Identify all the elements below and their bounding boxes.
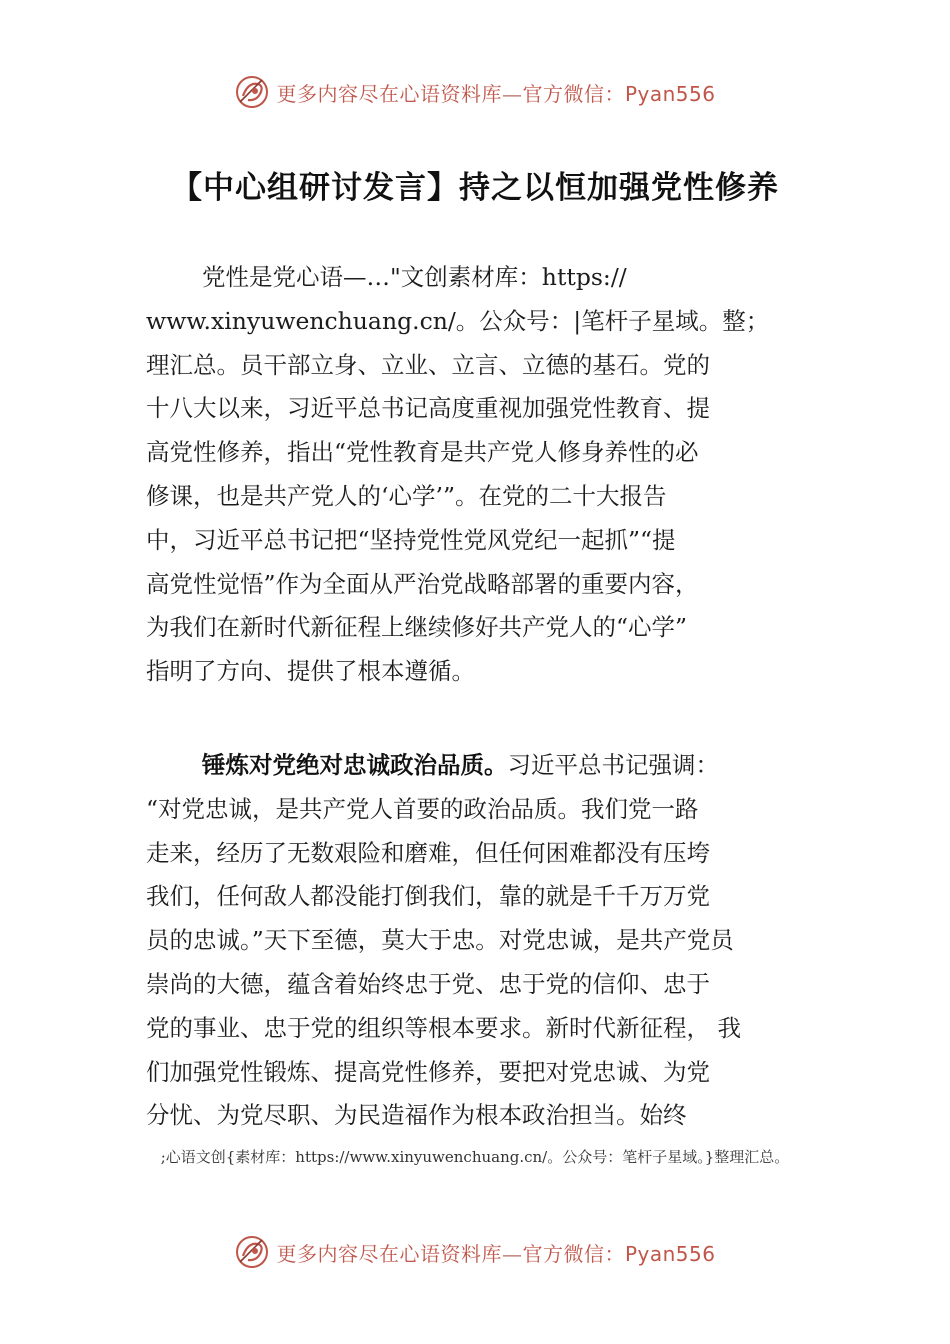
- banner-wechat: 官方微信：Pyan556: [522, 1241, 716, 1266]
- paragraph-line: 崇尚的大德，蕴含着始终忠于党、忠于党的信仰、忠于: [146, 969, 710, 998]
- banner-wechat: 官方微信：Pyan556: [522, 81, 716, 106]
- paragraph-line: 员的忠诚。”天下至德，莫大于忠。对党忠诚，是共产党员: [146, 926, 734, 955]
- banner-main: 更多内容尽在心语资料库: [276, 81, 502, 106]
- paragraph-line: 修课，也是共产党人的‘心学’”。在党的二十大报告: [146, 481, 667, 510]
- paragraph-line: 党的事业、忠于党的组织等根本要求。新时代新征程， 我: [146, 1013, 741, 1042]
- paragraph-1: [146, 256, 806, 694]
- paragraph-line: 指明了方向、提供了根本遵循。: [146, 657, 475, 686]
- paragraph-line: 理汇总。员干部立身、立业、立言、立德的基石。党的: [146, 350, 710, 379]
- banner-separator: —: [501, 1241, 523, 1266]
- header-banner: [0, 72, 950, 112]
- document-title: 【中心组研讨发言】持之以恒加强党性修养: [171, 170, 779, 206]
- banner-text: [276, 78, 715, 107]
- paragraph-line: 分忧、为党尽职、为民造福作为根本政治担当。始终: [146, 1101, 687, 1130]
- brand-logo-icon: [234, 1234, 270, 1270]
- banner-text: [276, 1238, 715, 1267]
- paragraph-line: 们加强党性锻炼、提高党性修养，要把对党忠诚、为党: [146, 1057, 710, 1086]
- paragraph-line: www.xinyuwenchuang.cn/。公众号：|笔杆子星域。整；: [146, 306, 770, 335]
- paragraph-line: “对党忠诚，是共产党人首要的政治品质。我们党一路: [146, 794, 699, 823]
- footer-banner: [0, 1232, 950, 1272]
- paragraph-line: 高党性修养，指出“党性教育是共产党人修身养性的必: [146, 438, 699, 467]
- brand-logo-icon: [234, 74, 270, 110]
- paragraph-line: 走来，经历了无数艰险和磨难，但任何困难都没有压垮: [146, 838, 710, 867]
- banner-main: 更多内容尽在心语资料库: [276, 1241, 502, 1266]
- paragraph-line: 为我们在新时代新征程上继续修好共产党人的“心学”: [146, 613, 688, 642]
- page-footnote: ;心语文创{素材库：https://www.xinyuwenchuang.cn/。公众号：笔杆子星域。}整理汇总。: [160, 1148, 790, 1166]
- paragraph-line: 十八大以来，习近平总书记高度重视加强党性教育、提: [146, 394, 710, 423]
- paragraph-line: 党性是党心语—…"文创素材库：https://: [202, 263, 627, 291]
- paragraph-line: 高党性觉悟”作为全面从严治党战略部署的重要内容，: [146, 569, 699, 598]
- section-lead-heading: 锤炼对党绝对忠诚政治品质。: [202, 751, 508, 779]
- paragraph-first-line: [146, 744, 806, 788]
- paragraph-line: 我们，任何敌人都没能打倒我们，靠的就是千千万万党: [146, 882, 710, 911]
- paragraph-line-rest: 习近平总书记强调：: [507, 751, 719, 779]
- paragraph-line: 中，习近平总书记把“坚持党性党风党纪一起抓”“提: [146, 525, 676, 554]
- banner-separator: —: [501, 81, 523, 106]
- paragraph-2: [146, 744, 806, 1138]
